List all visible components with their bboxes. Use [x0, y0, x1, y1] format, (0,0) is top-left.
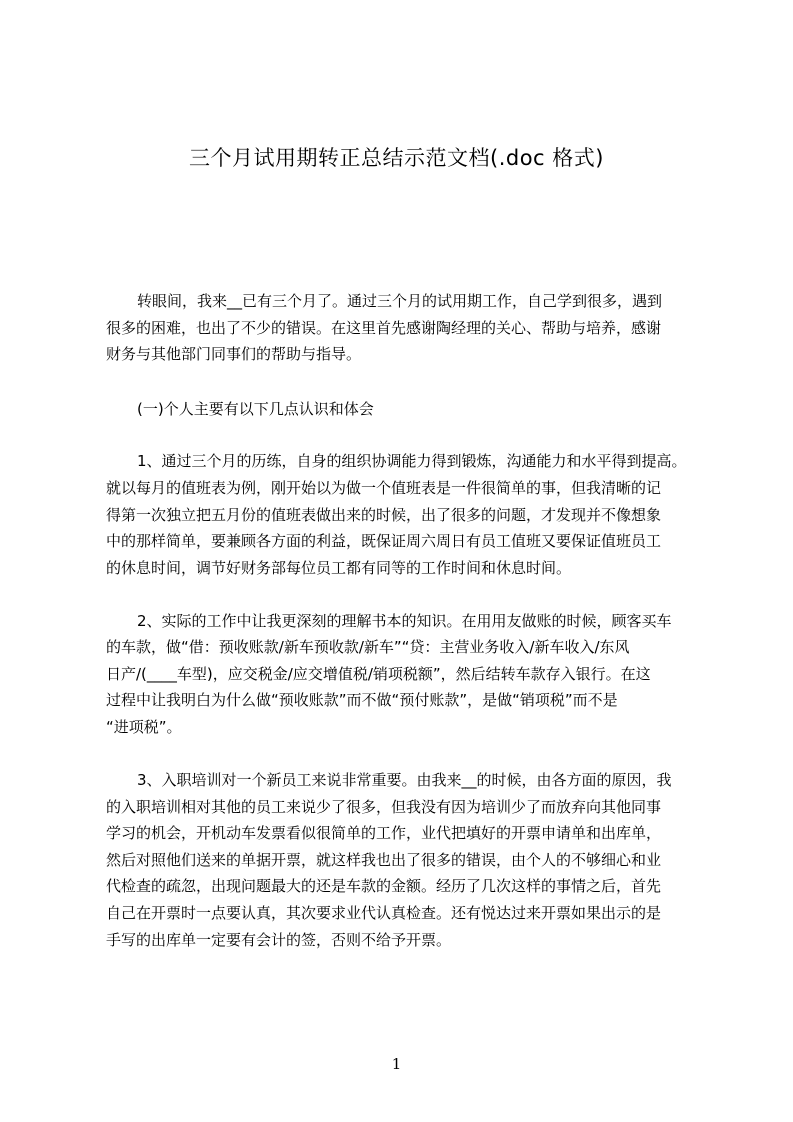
paragraph-line: 的休息时间，调节好财务部每位员工都有同等的工作时间和休息时间。 [106, 559, 572, 577]
section-heading: (一)个人主要有以下几点认识和体会 [137, 400, 374, 418]
paragraph-line: 学习的机会，开机动车发票看似很简单的工作，业代把填好的开票申请单和出库单， [106, 824, 662, 842]
paragraph-line: 转眼间，我来__已有三个月了。通过三个月的试用期工作，自己学到很多，遇到 [137, 292, 663, 310]
paragraph-line: 3、入职培训对一个新员工来说非常重要。由我来__的时候，由各方面的原因，我 [137, 771, 672, 789]
paragraph-line: 然后对照他们送来的单据开票，就这样我也出了很多的错误，由个人的不够细心和业 [106, 851, 662, 869]
paragraph-line: 自己在开票时一点要认真，其次要求业代认真检查。还有悦达过来开票如果出示的是 [106, 904, 662, 922]
paragraph-line: “进项税”。 [106, 718, 182, 736]
paragraph-line: 财务与其他部门同事们的帮助与指导。 [106, 345, 362, 363]
paragraph-line: 1、通过三个月的历练，自身的组织协调能力得到锻炼，沟通能力和水平得到提高。 [137, 452, 687, 470]
paragraph-line: 2、实际的工作中让我更深刻的理解书本的知识。在用用友做账的时候，顾客买车 [137, 612, 672, 630]
paragraph-line: 得第一次独立把五月份的值班表做出来的时候，出了很多的问题，才发现并不像想象 [106, 506, 662, 524]
paragraph-line: 的车款，做“借：预收账款/新车预收款/新车”“贷：主营业务收入/新车收入/东风 [106, 638, 630, 656]
document-title: 三个月试用期转正总结示范文档(.doc 格式) [189, 146, 604, 170]
paragraph-line: 的入职培训相对其他的员工来说少了很多，但我没有因为培训少了而放弃向其他同事 [106, 798, 662, 816]
paragraph-line: 就以每月的值班表为例，刚开始以为做一个值班表是一件很简单的事，但我清晰的记 [106, 479, 662, 497]
paragraph-line: 日产/(____车型)，应交税金/应交增值税/销项税额”，然后结转车款存入银行。在这 [106, 665, 651, 683]
paragraph-line: 很多的困难，也出了不少的错误。在这里首先感谢陶经理的关心、帮助与培养，感谢 [106, 319, 662, 337]
page-number: 1 [391, 1055, 402, 1073]
paragraph-line: 手写的出库单一定要有会计的签，否则不给予开票。 [106, 931, 452, 949]
paragraph-line: 过程中让我明白为什么做“预收账款”而不做“预付账款”，是做“销项税”而不是 [106, 691, 618, 709]
paragraph-line: 代检查的疏忽，出现问题最大的还是车款的金额。经历了几次这样的事情之后，首先 [106, 877, 662, 895]
paragraph-line: 中的那样简单，要兼顾各方面的利益，既保证周六周日有员工值班又要保证值班员工 [106, 532, 662, 550]
